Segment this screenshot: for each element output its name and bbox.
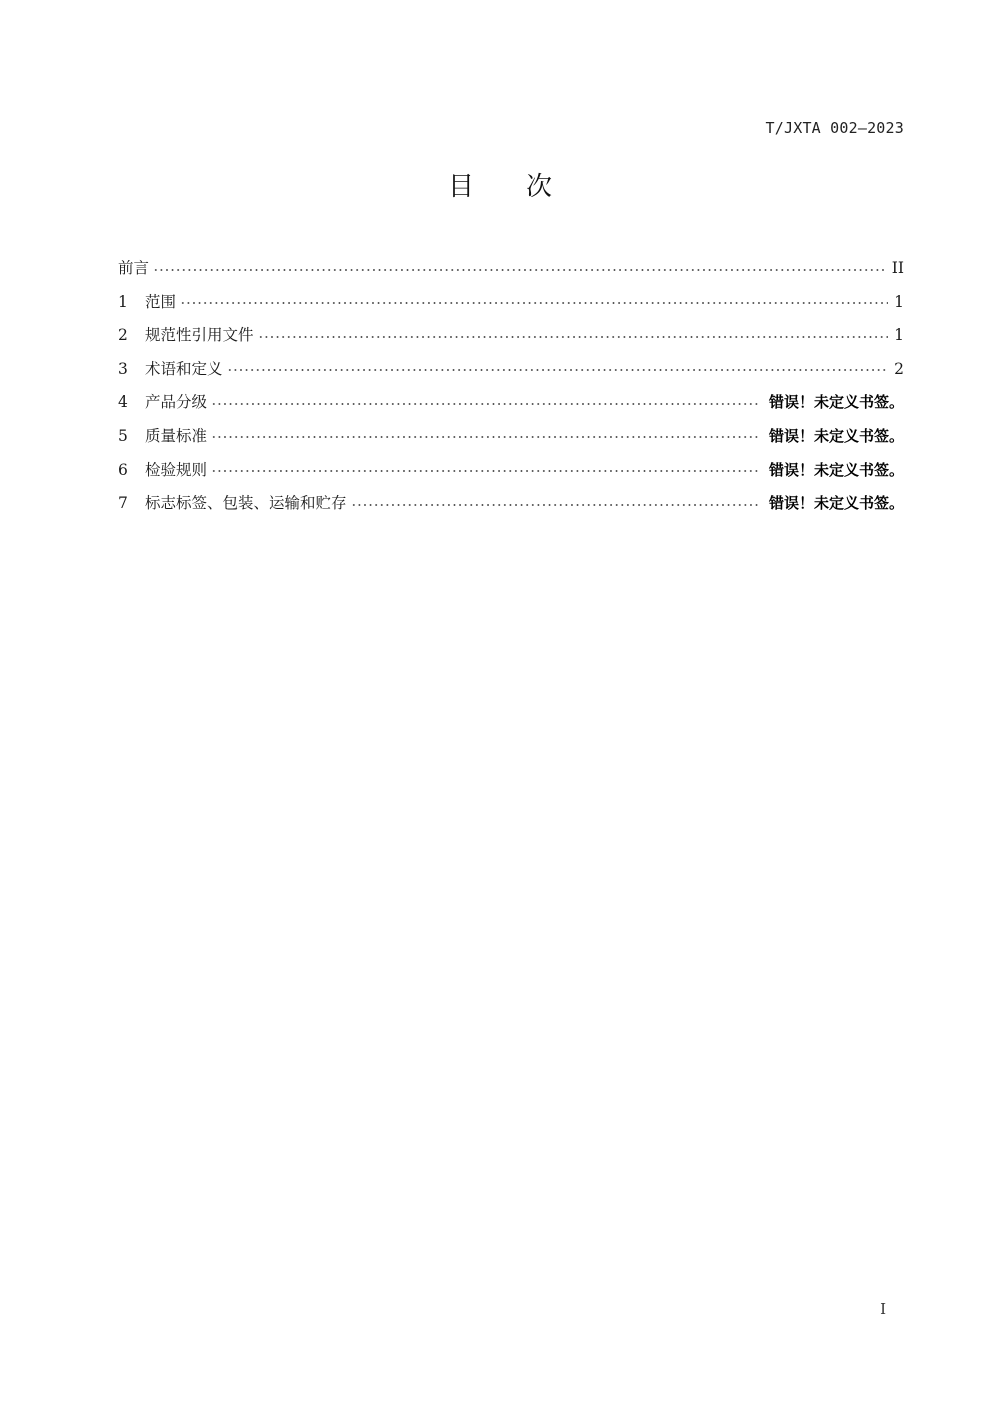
toc-entry-number: 2 (118, 326, 128, 345)
toc-entry-scope[interactable] (118, 290, 904, 324)
toc-entry-page: 1 (894, 326, 904, 345)
toc-entry-terms-definitions[interactable] (118, 357, 904, 391)
dot-leader (351, 495, 761, 511)
toc-entry-quality-standard[interactable] (118, 424, 904, 458)
toc-entry-label: 前言 (118, 259, 150, 277)
toc-entry-number: 5 (118, 426, 128, 445)
toc-entry-label: 规范性引用文件 (145, 326, 254, 345)
toc-entry-label: 术语和定义 (145, 359, 223, 378)
toc-entry-number: 4 (118, 393, 128, 412)
dot-leader (180, 293, 888, 309)
document-code: T/JXTA 002—2023 (765, 119, 904, 137)
toc-entry-label: 检验规则 (145, 460, 208, 479)
dot-leader (211, 461, 761, 477)
dot-leader (227, 360, 889, 376)
toc-entry-marking-packaging[interactable] (118, 491, 904, 525)
toc-entry-product-grading[interactable] (118, 390, 904, 424)
dot-leader (211, 427, 761, 443)
dot-leader (211, 394, 761, 410)
toc-entry-number: 1 (118, 292, 128, 311)
toc-entry-normative-references[interactable] (118, 323, 904, 357)
toc-entry-label: 范围 (145, 292, 177, 311)
toc-entry-foreword[interactable] (118, 256, 904, 290)
toc-entry-label: 质量标准 (145, 426, 208, 445)
dot-leader (153, 260, 886, 276)
toc-entry-label: 产品分级 (145, 393, 208, 412)
toc-entry-label: 标志标签、包装、运输和贮存 (145, 494, 347, 513)
toc-entry-page: 1 (894, 292, 904, 311)
toc-entry-page-error: 错误！未定义书签。 (768, 393, 904, 412)
toc-entry-number: 3 (118, 359, 128, 378)
toc-entry-page: 2 (894, 359, 904, 378)
toc-entry-inspection-rules[interactable] (118, 458, 904, 492)
page-title: 目次 (447, 172, 604, 202)
page-number: I (880, 1300, 886, 1318)
toc-entry-page-error: 错误！未定义书签。 (768, 460, 904, 479)
toc-entry-page-error: 错误！未定义书签。 (768, 494, 904, 513)
toc-entry-number: 7 (118, 494, 128, 513)
toc-entry-number: 6 (118, 460, 128, 479)
dot-leader (258, 327, 889, 343)
table-of-contents (118, 256, 904, 525)
toc-entry-page-error: 错误！未定义书签。 (768, 426, 904, 445)
toc-entry-page: II (891, 259, 904, 277)
